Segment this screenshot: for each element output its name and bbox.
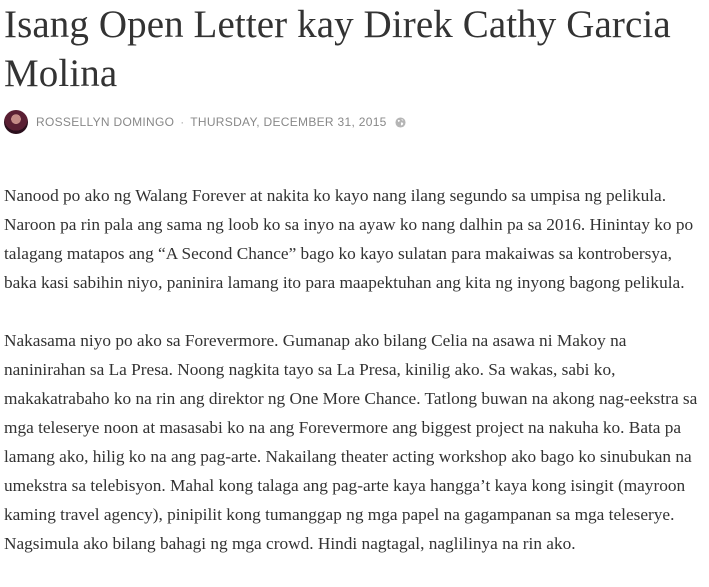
article-title: Isang Open Letter kay Direk Cathy Garcia Molina — [4, 3, 671, 95]
paragraph: Nanood po ako ng Walang Forever at nakita ko kayo nang ilang segundo sa umpisa ng pelikula. Naroon pa rin pala ang sama ng loob ko sa inyo na ayaw ko nang dalhin pa sa 2016. Hinintay ko po talagang matapos ang “A Second Chance” bago ko kayo sulatan para makaiwas sa kontrobersya, baka kasi sabihin niyo, paninira lamang ito para maapektuhan ang kita ng inyong bagong pelikula. — [4, 186, 694, 292]
author-name[interactable]: ROSSELLYN DOMINGO — [36, 115, 175, 129]
meta-separator: · — [180, 115, 185, 129]
author-avatar[interactable] — [4, 110, 28, 134]
article-body — [4, 181, 704, 558]
globe-icon — [395, 117, 406, 128]
article — [4, 0, 704, 587]
publish-date[interactable]: THURSDAY, DECEMBER 31, 2015 — [190, 115, 387, 129]
paragraph: Nakasama niyo po ako sa Forevermore. Gumanap ako bilang Celia na asawa ni Makoy na naninirahan sa La Presa. Noong nagkita tayo sa La Presa, kinilig ako. Sa wakas, sabi ko, makakatrabaho ko na rin ang direktor ng One More Chance. Tatlong buwan na akong nag-eekstra sa mga teleserye noon at masasabi ko na ang Forevermore ang biggest project na nakuha ko. Bata pa lamang ako, hilig ko na ang pag-arte. Nakailang theater acting workshop ako bago ko sinubukan na umekstra sa telebisyon. Mahal kong talaga ang pag-arte kaya hangga’t kaya kong isingit (mayroon kaming travel agency), pinipilit kong tumanggap ng mga papel na gagampanan sa mga teleserye. Nagsimula ako bilang bahagi ng mga crowd. Hindi nagtagal, naglilinya na rin ako. — [4, 331, 698, 553]
article-meta — [4, 109, 704, 135]
